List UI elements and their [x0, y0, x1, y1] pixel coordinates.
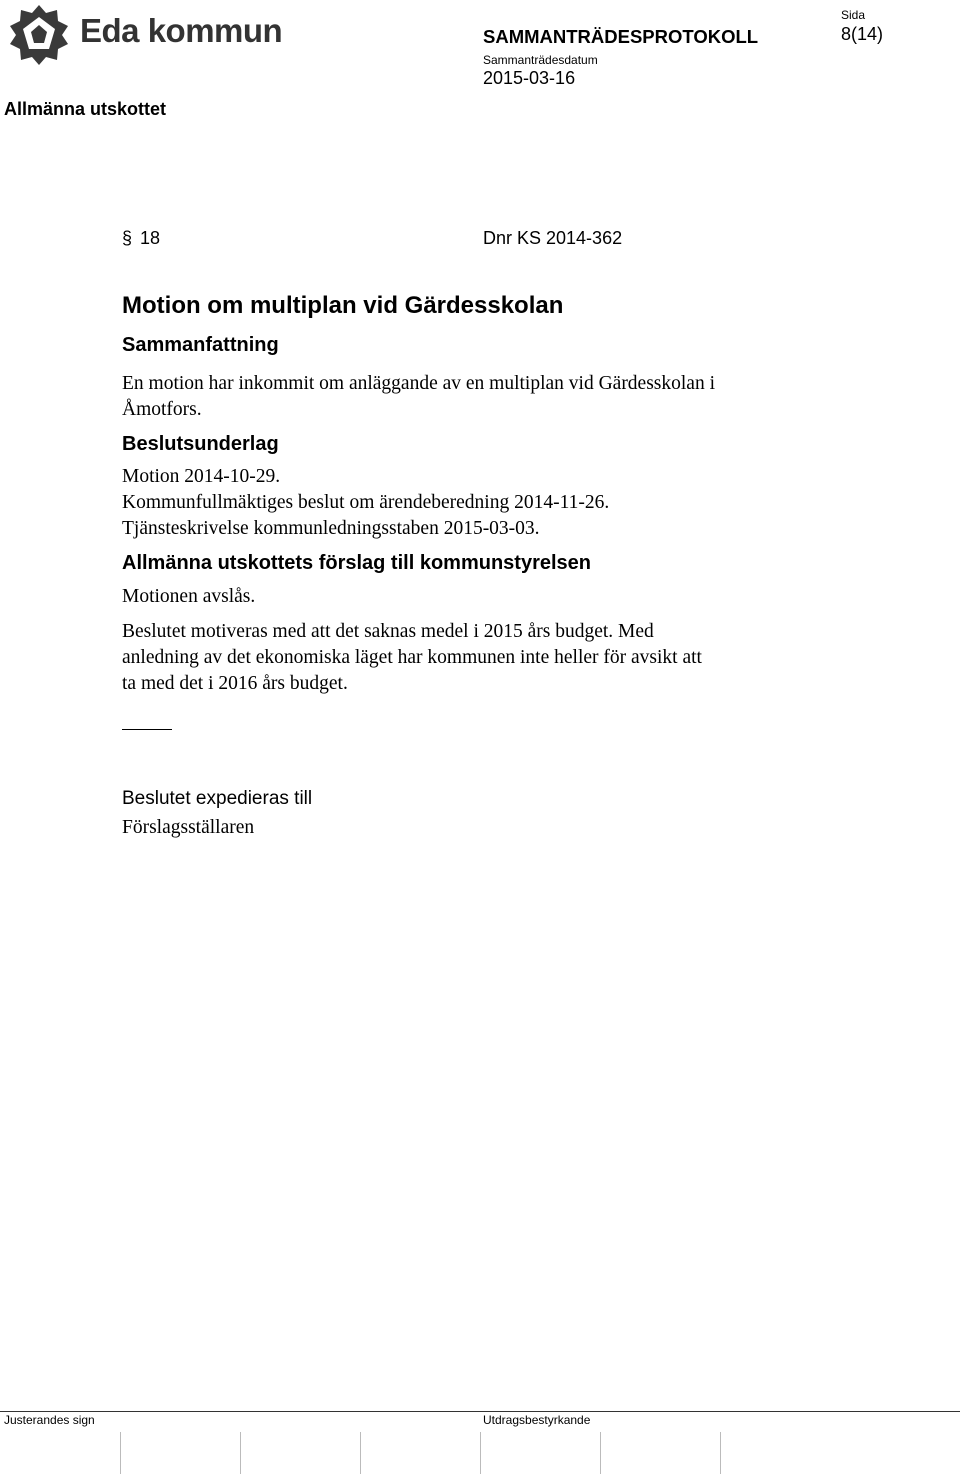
- summary-heading: Sammanfattning: [122, 334, 279, 356]
- basis-item: Kommunfullmäktiges beslut om ärendeberedning 2014-11-26.: [122, 492, 610, 513]
- meeting-date-label: Sammanträdesdatum: [483, 53, 598, 67]
- page-number: 8(14): [841, 24, 884, 44]
- dispatch-recipient: Förslagsställaren: [122, 817, 255, 838]
- case-number: 18: [140, 228, 161, 248]
- signature-box-divider: [480, 1432, 481, 1474]
- diary-number: Dnr KS 2014-362: [483, 228, 623, 248]
- summary-line: Åmotfors.: [122, 399, 202, 420]
- committee-name: Allmänna utskottet: [4, 99, 167, 119]
- section-divider: [122, 729, 172, 730]
- signature-box-divider: [600, 1432, 601, 1474]
- signature-box-divider: [240, 1432, 241, 1474]
- signature-box-divider: [720, 1432, 721, 1474]
- summary-line: En motion har inkommit om anläggande av en multiplan vid Gärdesskolan i: [122, 373, 716, 394]
- basis-item: Tjänsteskrivelse kommunledningsstaben 2015-03-03.: [122, 518, 540, 539]
- proposal-text: Motionen avslås.: [122, 586, 256, 607]
- signature-box-divider: [120, 1432, 121, 1474]
- protocol-title: SAMMANTRÄDESPROTOKOLL: [483, 26, 759, 47]
- proposal-heading: Allmänna utskottets förslag till kommunstyrelsen: [122, 552, 591, 574]
- motivation-line: anledning av det ekonomiska läget har kommunen inte heller för avsikt att: [122, 647, 702, 668]
- extract-certification-label: Utdragsbestyrkande: [483, 1413, 591, 1427]
- motivation-line: ta med det i 2016 års budget.: [122, 673, 348, 694]
- footer-divider: [0, 1411, 960, 1412]
- municipality-name: Eda kommun: [80, 12, 283, 49]
- motivation-line: Beslutet motiveras med att det saknas medel i 2015 års budget. Med: [122, 621, 654, 642]
- paragraph-sign: §: [122, 228, 133, 248]
- adjuster-sign-label: Justerandes sign: [4, 1413, 95, 1427]
- signature-box-divider: [360, 1432, 361, 1474]
- basis-heading: Beslutsunderlag: [122, 433, 279, 455]
- dispatch-heading: Beslutet expedieras till: [122, 788, 313, 809]
- page-label: Sida: [841, 8, 866, 22]
- meeting-date: 2015-03-16: [483, 68, 576, 88]
- basis-item: Motion 2014-10-29.: [122, 466, 281, 487]
- case-title: Motion om multiplan vid Gärdesskolan: [122, 292, 564, 319]
